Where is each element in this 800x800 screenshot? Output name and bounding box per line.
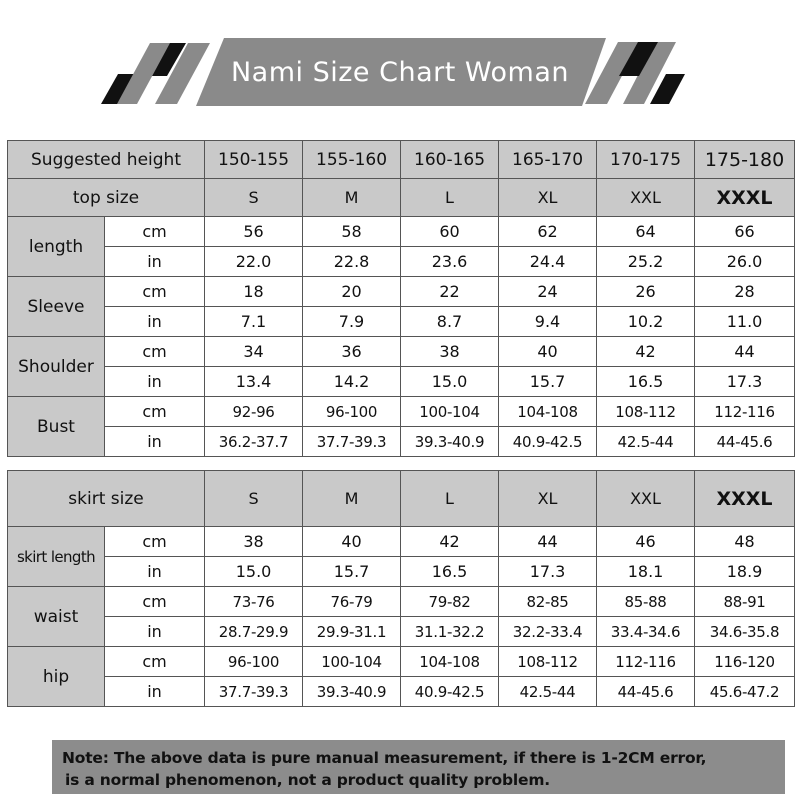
unit-cm: cm	[105, 337, 205, 367]
unit-cm: cm	[105, 647, 205, 677]
value-cell: 22.8	[303, 247, 401, 277]
size-header: XL	[499, 471, 597, 527]
height-row	[8, 141, 795, 179]
value-cell: 15.0	[205, 557, 303, 587]
value-cell: 13.4	[205, 367, 303, 397]
skirt-size-row	[8, 471, 795, 527]
value-cell: 104-108	[401, 647, 499, 677]
unit-in: in	[105, 307, 205, 337]
value-cell: 24.4	[499, 247, 597, 277]
table-row	[8, 247, 795, 277]
value-cell: 116-120	[695, 647, 795, 677]
table-row	[8, 397, 795, 427]
value-cell: 38	[401, 337, 499, 367]
value-cell: 17.3	[695, 367, 795, 397]
value-cell: 24	[499, 277, 597, 307]
value-cell: 18.1	[597, 557, 695, 587]
value-cell: 66	[695, 217, 795, 247]
value-cell: 26	[597, 277, 695, 307]
value-cell: 42.5-44	[597, 427, 695, 457]
value-cell: 22.0	[205, 247, 303, 277]
skirt-size-label: skirt size	[8, 471, 205, 527]
value-cell: 85-88	[597, 587, 695, 617]
top-size-table	[7, 140, 795, 457]
value-cell: 82-85	[499, 587, 597, 617]
measurement-label-hip: hip	[8, 647, 105, 707]
value-cell: 44	[499, 527, 597, 557]
size-header: M	[303, 179, 401, 217]
unit-in: in	[105, 677, 205, 707]
value-cell: 96-100	[303, 397, 401, 427]
value-cell: 96-100	[205, 647, 303, 677]
skirt-size-table	[7, 470, 795, 707]
value-cell: 42	[401, 527, 499, 557]
value-cell: 44-45.6	[695, 427, 795, 457]
table-row	[8, 647, 795, 677]
size-header: L	[401, 471, 499, 527]
value-cell: 15.7	[303, 557, 401, 587]
value-cell: 56	[205, 217, 303, 247]
size-header: XXL	[597, 471, 695, 527]
size-header: XXL	[597, 179, 695, 217]
value-cell: 40	[499, 337, 597, 367]
value-cell: 73-76	[205, 587, 303, 617]
table-row	[8, 367, 795, 397]
height-value: 150-155	[205, 141, 303, 179]
unit-cm: cm	[105, 217, 205, 247]
value-cell: 18.9	[695, 557, 795, 587]
height-value: 175-180	[695, 141, 795, 179]
value-cell: 40.9-42.5	[499, 427, 597, 457]
table-row	[8, 337, 795, 367]
value-cell: 16.5	[597, 367, 695, 397]
value-cell: 17.3	[499, 557, 597, 587]
size-header: XXXL	[695, 471, 795, 527]
note-line-2: is a normal phenomenon, not a product quality problem.	[65, 771, 550, 789]
value-cell: 108-112	[499, 647, 597, 677]
value-cell: 14.2	[303, 367, 401, 397]
value-cell: 7.1	[205, 307, 303, 337]
value-cell: 29.9-31.1	[303, 617, 401, 647]
unit-cm: cm	[105, 277, 205, 307]
table-row	[8, 277, 795, 307]
value-cell: 44	[695, 337, 795, 367]
value-cell: 112-116	[597, 647, 695, 677]
value-cell: 31.1-32.2	[401, 617, 499, 647]
value-cell: 39.3-40.9	[303, 677, 401, 707]
table-row	[8, 587, 795, 617]
measurement-label-waist: waist	[8, 587, 105, 647]
table-row	[8, 677, 795, 707]
value-cell: 32.2-33.4	[499, 617, 597, 647]
unit-cm: cm	[105, 527, 205, 557]
value-cell: 40	[303, 527, 401, 557]
value-cell: 100-104	[303, 647, 401, 677]
value-cell: 8.7	[401, 307, 499, 337]
value-cell: 48	[695, 527, 795, 557]
top-size-row	[8, 179, 795, 217]
value-cell: 104-108	[499, 397, 597, 427]
value-cell: 60	[401, 217, 499, 247]
value-cell: 36.2-37.7	[205, 427, 303, 457]
table-row	[8, 617, 795, 647]
value-cell: 100-104	[401, 397, 499, 427]
title-banner	[0, 0, 800, 120]
value-cell: 26.0	[695, 247, 795, 277]
value-cell: 10.2	[597, 307, 695, 337]
value-cell: 23.6	[401, 247, 499, 277]
value-cell: 7.9	[303, 307, 401, 337]
value-cell: 45.6-47.2	[695, 677, 795, 707]
value-cell: 42.5-44	[499, 677, 597, 707]
value-cell: 33.4-34.6	[597, 617, 695, 647]
unit-in: in	[105, 247, 205, 277]
measurement-label-length: length	[8, 217, 105, 277]
value-cell: 76-79	[303, 587, 401, 617]
value-cell: 39.3-40.9	[401, 427, 499, 457]
measurement-label-bust: Bust	[8, 397, 105, 457]
value-cell: 20	[303, 277, 401, 307]
value-cell: 62	[499, 217, 597, 247]
table-row	[8, 217, 795, 247]
page-title: Nami Size Chart Woman	[230, 56, 569, 88]
value-cell: 25.2	[597, 247, 695, 277]
value-cell: 79-82	[401, 587, 499, 617]
value-cell: 37.7-39.3	[205, 677, 303, 707]
height-label: Suggested height	[8, 141, 205, 179]
measurement-label-shoulder: Shoulder	[8, 337, 105, 397]
value-cell: 15.0	[401, 367, 499, 397]
table-row	[8, 557, 795, 587]
value-cell: 18	[205, 277, 303, 307]
measurement-note	[52, 740, 785, 794]
value-cell: 15.7	[499, 367, 597, 397]
value-cell: 46	[597, 527, 695, 557]
value-cell: 108-112	[597, 397, 695, 427]
value-cell: 112-116	[695, 397, 795, 427]
measurement-label-sleeve: Sleeve	[8, 277, 105, 337]
value-cell: 44-45.6	[597, 677, 695, 707]
unit-in: in	[105, 427, 205, 457]
value-cell: 34	[205, 337, 303, 367]
note-line-1: Note: The above data is pure manual measurement, if there is 1-2CM error,	[62, 749, 707, 767]
table-row	[8, 307, 795, 337]
value-cell: 37.7-39.3	[303, 427, 401, 457]
height-value: 160-165	[401, 141, 499, 179]
value-cell: 9.4	[499, 307, 597, 337]
value-cell: 88-91	[695, 587, 795, 617]
height-value: 155-160	[303, 141, 401, 179]
height-value: 165-170	[499, 141, 597, 179]
value-cell: 58	[303, 217, 401, 247]
value-cell: 64	[597, 217, 695, 247]
value-cell: 28.7-29.9	[205, 617, 303, 647]
unit-in: in	[105, 617, 205, 647]
table-row	[8, 427, 795, 457]
value-cell: 38	[205, 527, 303, 557]
size-header: XXXL	[695, 179, 795, 217]
size-header: M	[303, 471, 401, 527]
unit-in: in	[105, 367, 205, 397]
value-cell: 22	[401, 277, 499, 307]
value-cell: 92-96	[205, 397, 303, 427]
height-value: 170-175	[597, 141, 695, 179]
value-cell: 34.6-35.8	[695, 617, 795, 647]
top-size-label: top size	[8, 179, 205, 217]
table-row	[8, 527, 795, 557]
size-header: XL	[499, 179, 597, 217]
value-cell: 28	[695, 277, 795, 307]
value-cell: 42	[597, 337, 695, 367]
measurement-label-skirt-length: skirt length	[8, 527, 105, 587]
value-cell: 11.0	[695, 307, 795, 337]
unit-in: in	[105, 557, 205, 587]
size-header: L	[401, 179, 499, 217]
value-cell: 40.9-42.5	[401, 677, 499, 707]
size-header: S	[205, 471, 303, 527]
value-cell: 16.5	[401, 557, 499, 587]
unit-cm: cm	[105, 587, 205, 617]
value-cell: 36	[303, 337, 401, 367]
size-header: S	[205, 179, 303, 217]
unit-cm: cm	[105, 397, 205, 427]
